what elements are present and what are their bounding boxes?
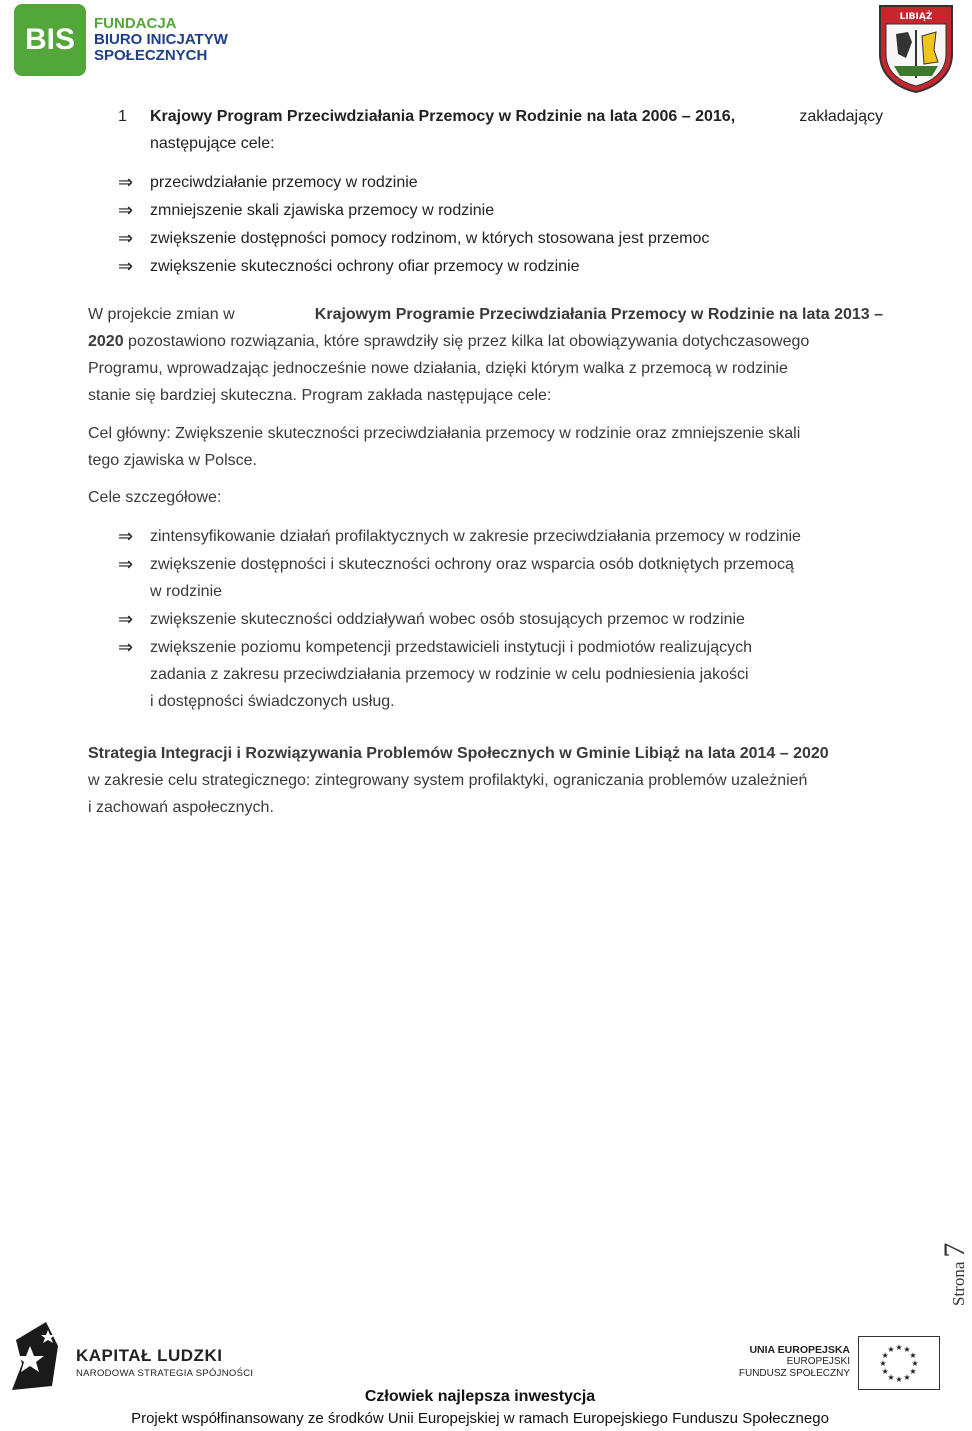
kapital-ludzki-emblem xyxy=(8,1316,68,1394)
paragraph-text: pozostawiono rozwiązania, które sprawdziły się przez kilka lat obowiązywania dotychczasowego xyxy=(123,333,810,350)
star-icon: ★ xyxy=(887,1345,895,1355)
footer-project-note: Projekt współfinansowany ze środków Unii Europejskiej w ramach Europejskiego Funduszu Społecznego xyxy=(131,1410,829,1427)
main-goal-line: Cel główny: Zwiększenie skuteczności przeciwdziałania przemocy w rodzinie oraz zmniejszenie skali xyxy=(88,425,801,442)
implies-arrow-icon: ⇒ xyxy=(118,200,134,221)
eu-fund-label xyxy=(728,1344,850,1380)
libiaz-coat-of-arms xyxy=(876,2,956,94)
star-icon: ★ xyxy=(903,1372,911,1382)
program-year-bold: 2020 xyxy=(88,333,124,350)
star-icon: ★ xyxy=(879,1359,887,1368)
strategy-line: w zakresie celu strategicznego: zintegrowany system profilaktyki, ograniczania problemów uzależnień xyxy=(88,772,808,789)
star-icon: ★ xyxy=(895,1343,903,1352)
kapital-ludzki-subtitle: NARODOWA STRATEGIA SPÓJNOŚCI xyxy=(76,1368,254,1379)
kapital-ludzki-title: KAPITAŁ LUDZKI xyxy=(76,1346,223,1365)
implies-arrow-icon: ⇒ xyxy=(118,228,134,249)
list-item-continuation: zadania z zakresu przeciwdziałania przemocy w rodzinie w celu podniesienia jakości xyxy=(150,666,749,683)
bis-name-line: SPOŁECZNYCH xyxy=(94,47,208,64)
bis-foundation-logo xyxy=(14,4,259,76)
star-icon: ★ xyxy=(887,1372,895,1382)
paragraph-line: Programu, wprowadzając jednocześnie nowe działania, dzięki którym walka z przemocą w rodzinie xyxy=(88,360,788,377)
paragraph-line: stanie się bardziej skuteczna. Program zakłada następujące cele: xyxy=(88,387,552,404)
star-icon: ★ xyxy=(881,1367,889,1376)
section-title-rest: zakładający xyxy=(799,108,883,125)
paragraph-line xyxy=(88,305,883,325)
implies-arrow-icon: ⇒ xyxy=(118,256,134,277)
kapital-ludzki-logo xyxy=(8,1316,268,1394)
star-icon: ★ xyxy=(911,1359,919,1368)
implies-arrow-icon: ⇒ xyxy=(118,637,134,658)
list-item-continuation: i dostępności świadczonych usług. xyxy=(150,693,395,710)
bis-name-line: FUNDACJA xyxy=(94,15,177,32)
list-item: zwiększenie poziomu kompetencji przedstawicieli instytucji i podmiotów realizujących xyxy=(150,639,753,656)
implies-arrow-icon: ⇒ xyxy=(118,554,134,575)
page-number: 7 xyxy=(938,1242,971,1258)
list-item: zwiększenie dostępności i skuteczności ochrony oraz wsparcia osób dotkniętych przemocą xyxy=(150,556,794,573)
program-name-bold: Krajowym Programie Przeciwdziałania Przemocy w Rodzinie na lata 2013 – xyxy=(314,306,883,323)
footer-motto: Człowiek najlepsza inwestycja xyxy=(364,1388,596,1405)
strategy-title: Strategia Integracji i Rozwiązywania Problemów Społecznych w Gminie Libiąż na lata 2014 – 2020 xyxy=(88,745,829,762)
list-item: zwiększenie skuteczności oddziaływań wobec osób stosujących przemoc w rodzinie xyxy=(150,611,745,628)
main-goal-line: tego zjawiska w Polsce. xyxy=(88,452,257,469)
strategy-line: i zachowań aspołecznych. xyxy=(88,799,274,816)
section-title-bold: Krajowy Program Przeciwdziałania Przemocy w Rodzinie na lata 2006 – 2016, xyxy=(150,108,736,125)
section-title xyxy=(150,107,883,127)
section-title-continuation: następujące cele: xyxy=(150,135,275,152)
page-number-block xyxy=(938,1226,971,1306)
star-icon: ★ xyxy=(903,1345,911,1355)
star-icon: ★ xyxy=(881,1351,889,1360)
bis-logo-mark: BIS xyxy=(14,4,86,76)
implies-arrow-icon: ⇒ xyxy=(118,172,134,193)
star-icon: ★ xyxy=(895,1375,903,1384)
eu-label-line: FUNDUSZ SPOŁECZNY xyxy=(738,1368,850,1379)
list-item: zwiększenie skuteczności ochrony ofiar przemocy w rodzinie xyxy=(150,258,580,275)
list-item: zmniejszenie skali zjawiska przemocy w rodzinie xyxy=(150,202,495,219)
paragraph-line xyxy=(88,332,809,352)
page-word: Strona xyxy=(949,1261,968,1306)
list-item: zwiększenie dostępności pomocy rodzinom, w których stosowana jest przemoc xyxy=(150,230,710,247)
bis-name-line: BIURO INICJATYW xyxy=(94,31,228,48)
list-item-continuation: w rodzinie xyxy=(150,583,223,600)
implies-arrow-icon: ⇒ xyxy=(118,526,134,547)
paragraph-text: W projekcie zmian w xyxy=(88,306,235,323)
eu-label-line: UNIA EUROPEJSKA xyxy=(749,1344,850,1356)
list-item: zintensyfikowanie działań profilaktycznych w zakresie przeciwdziałania przemocy w rodzinie xyxy=(150,528,801,545)
star-icon: ★ xyxy=(909,1351,917,1360)
specific-goals-heading: Cele szczegółowe: xyxy=(88,489,222,506)
eu-label-line: EUROPEJSKI xyxy=(786,1356,850,1367)
star-icon: ★ xyxy=(909,1367,917,1376)
eu-flag xyxy=(858,1336,940,1390)
implies-arrow-icon: ⇒ xyxy=(118,609,134,630)
list-item: przeciwdziałanie przemocy w rodzinie xyxy=(150,174,418,191)
section-number: 1 xyxy=(118,108,127,125)
crest-label: LIBIĄŻ xyxy=(899,12,933,22)
